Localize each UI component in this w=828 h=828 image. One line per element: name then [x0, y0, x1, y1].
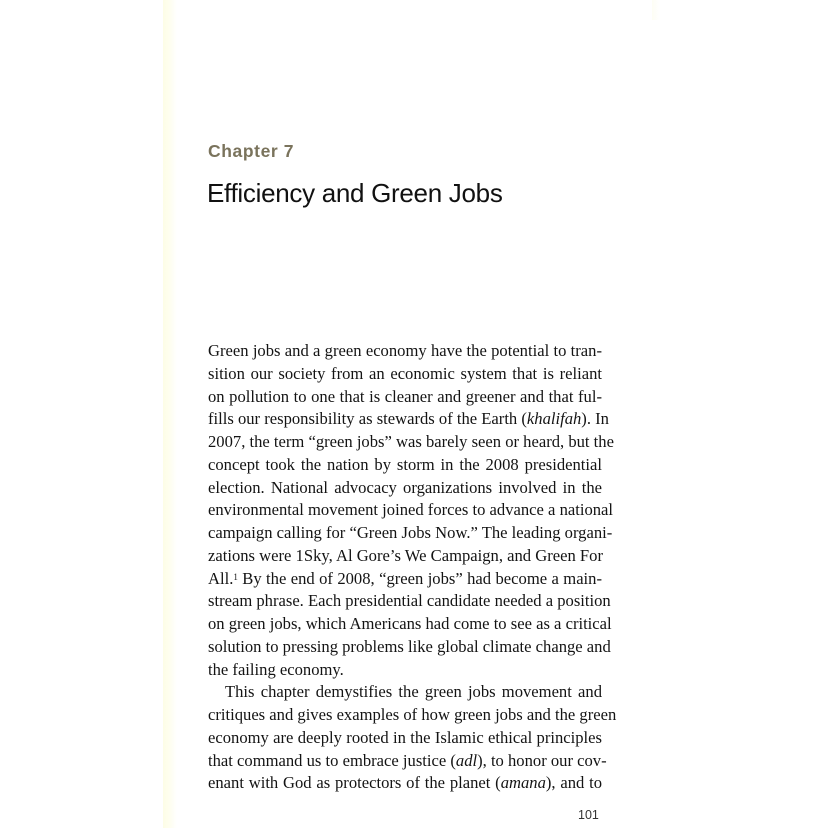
text-line	[208, 590, 611, 613]
text-line	[208, 454, 602, 477]
text-run: enant with God as protectors of the planet (	[208, 773, 501, 793]
paragraph	[208, 340, 614, 681]
text-run: All.	[208, 568, 234, 588]
text-run: fills our responsibility as stewards of the Earth (	[208, 409, 527, 429]
text-run: environmental movement joined forces to advance a national	[208, 500, 614, 520]
text-run: sition our society from an economic system that is reliant	[208, 363, 602, 383]
text-line	[208, 727, 602, 750]
text-run: solution to pressing problems like global climate change and	[208, 636, 611, 656]
text-line	[208, 636, 611, 659]
text-line	[208, 704, 617, 727]
footnote-ref: 1	[233, 571, 238, 582]
text-line	[208, 386, 602, 409]
text-run: This chapter demystifies the green jobs movement and	[225, 682, 602, 702]
text-run: Green jobs and a green economy have the potential to tran-	[208, 341, 602, 360]
text-run: election. National advocacy organizations involved in the	[208, 477, 602, 497]
text-run: the failing economy.	[208, 659, 344, 679]
text-line	[208, 568, 602, 591]
chapter-label: Chapter 7	[208, 141, 295, 161]
text-run: critiques and gives examples of how green jobs and the green	[208, 705, 617, 724]
text-line	[208, 499, 614, 522]
text-run: ). In	[581, 409, 609, 429]
text-run: ), to honor our cov-	[477, 750, 607, 770]
text-line	[208, 431, 614, 454]
text-line	[208, 750, 607, 773]
text-line	[208, 477, 602, 500]
text-run: economy are deeply rooted in the Islamic ethical principles	[208, 727, 602, 747]
text-run: concept took the nation by storm in the 2008 presidential	[208, 454, 602, 474]
text-run: By the end of 2008, “green jobs” had become a main-	[237, 568, 602, 588]
text-line	[208, 363, 602, 386]
paragraph	[208, 681, 617, 795]
text-run: 2007, the term “green jobs” was barely seen or heard, but the	[208, 432, 614, 451]
text-line	[208, 613, 612, 636]
italic-term: adl	[455, 750, 478, 770]
text-run: campaign calling for “Green Jobs Now.” The leading organi-	[208, 523, 613, 542]
page-gutter-edge	[163, 0, 177, 828]
italic-term: amana	[500, 773, 546, 793]
text-run: zations were 1Sky, Al Gore’s We Campaign, and Green For	[208, 545, 603, 565]
text-run: on pollution to one that is cleaner and greener and that ful-	[208, 386, 602, 406]
text-run: ), and to	[545, 773, 602, 793]
text-line	[208, 772, 602, 795]
text-line	[208, 522, 613, 545]
text-run: stream phrase. Each presidential candidate needed a position	[208, 591, 611, 611]
body-text	[208, 340, 617, 795]
text-line	[208, 340, 602, 363]
text-line	[208, 408, 609, 431]
text-run: on green jobs, which Americans had come to see as a critical	[208, 614, 612, 633]
page-number: 101	[578, 808, 599, 822]
text-line	[208, 659, 602, 682]
chapter-title: Efficiency and Green Jobs	[207, 178, 503, 208]
text-line	[208, 545, 602, 568]
italic-term: khalifah	[526, 409, 582, 429]
page-edge-mark	[652, 0, 660, 20]
text-run: that command us to embrace justice (	[208, 750, 456, 770]
text-line	[208, 681, 602, 704]
